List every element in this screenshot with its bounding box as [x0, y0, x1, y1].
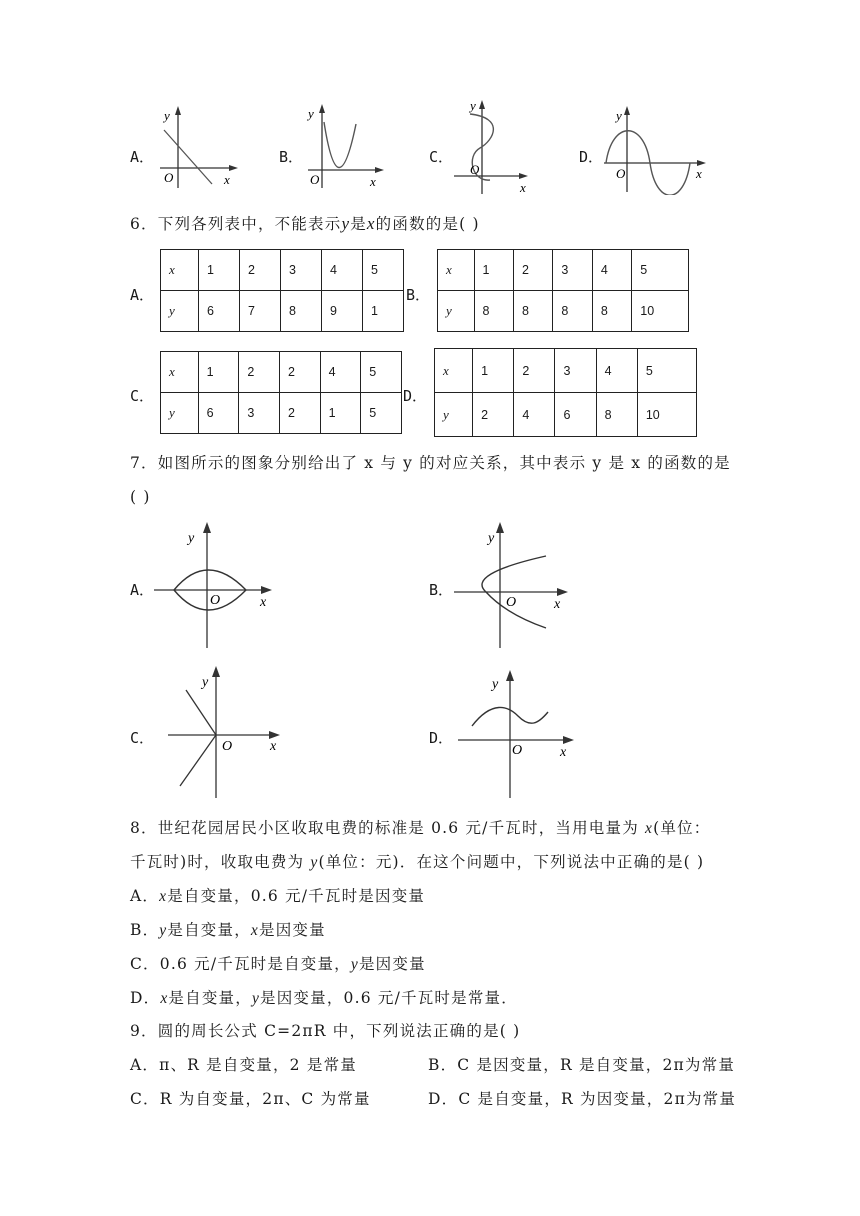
table-cell: 5: [361, 352, 402, 393]
table-row: [161, 250, 404, 291]
table-row: [435, 393, 697, 437]
table-cell: 5: [361, 393, 402, 434]
table-cell: 1: [362, 291, 403, 332]
y-axis-label: y: [202, 675, 209, 690]
origin-label: O: [512, 743, 523, 758]
origin-label: O: [616, 166, 626, 181]
table-row: [438, 291, 689, 332]
table-row: [161, 393, 402, 434]
table-row: [161, 291, 404, 332]
y-axis-label: y: [188, 531, 195, 546]
table-cell: 6: [198, 393, 239, 434]
table-row: [438, 250, 689, 291]
q5-graph-a: [150, 100, 250, 195]
x-axis-label: x: [554, 597, 561, 612]
q6-option-d-label[interactable]: D．: [403, 387, 428, 405]
table-cell: 10: [637, 393, 696, 437]
origin-label: O: [164, 170, 174, 185]
row-header-y: y: [161, 291, 199, 332]
q5-graph-b: [298, 100, 388, 195]
q9-option-a[interactable]: A．π、R 是自变量，2 是常量: [130, 1056, 357, 1074]
table-cell: 3: [239, 393, 280, 434]
q8-option-a[interactable]: A．x是自变量，0.6 元/千瓦时是因变量: [130, 887, 426, 905]
x-axis-label: x: [696, 166, 702, 181]
table-cell: 8: [474, 291, 513, 332]
q8-option-d[interactable]: D．x是自变量，y是因变量，0.6 元/千瓦时是常量．: [130, 989, 518, 1007]
row-header-y: y: [161, 393, 199, 434]
y-axis-label: y: [308, 106, 314, 121]
q7-stem-line1: 7．如图所示的图象分别给出了 x 与 y 的对应关系，其中表示 y 是 x 的函数的是: [130, 454, 731, 472]
q7-option-b-label[interactable]: B．: [429, 581, 454, 599]
q9-option-d[interactable]: D．C 是自变量，R 为因变量，2π为常量: [428, 1090, 737, 1108]
table-cell: 8: [592, 291, 631, 332]
q6-table-b: [437, 249, 689, 332]
q5-option-a-label[interactable]: A．: [130, 148, 155, 166]
x-axis-label: x: [224, 172, 230, 187]
q6-stem: 6．下列各列表中，不能表示y是x的函数的是( ): [130, 214, 480, 233]
origin-label: O: [506, 595, 517, 610]
q7-graph-b: [450, 518, 575, 650]
y-axis-label: y: [470, 98, 476, 113]
y-axis-label: y: [164, 108, 170, 123]
q6-table-d: [434, 348, 697, 437]
table-cell: 1: [198, 352, 239, 393]
table-cell: 7: [239, 291, 280, 332]
row-header-y: y: [438, 291, 475, 332]
q6-option-a-label[interactable]: A．: [130, 286, 155, 304]
table-cell: 1: [320, 393, 361, 434]
table-cell: 4: [592, 250, 631, 291]
table-cell: 4: [320, 352, 361, 393]
table-cell: 2: [239, 250, 280, 291]
q8-option-c[interactable]: C．0.6 元/千瓦时是自变量，y是因变量: [130, 955, 426, 973]
x-axis-label: x: [560, 745, 567, 760]
table-cell: 2: [279, 393, 320, 434]
table-cell: 4: [514, 393, 555, 437]
row-header-x: x: [438, 250, 475, 291]
table-cell: 5: [632, 250, 689, 291]
x-axis-label: x: [520, 180, 526, 195]
table-row: [161, 352, 402, 393]
table-cell: 2: [513, 250, 552, 291]
q7-stem-line2: ( ): [130, 488, 151, 506]
table-cell: 1: [198, 250, 239, 291]
table-cell: 3: [555, 349, 596, 393]
origin-label: O: [222, 739, 233, 754]
table-cell: 10: [632, 291, 689, 332]
q6-table-c: [160, 351, 402, 434]
q7-graph-c: [150, 662, 285, 800]
table-cell: 5: [362, 250, 403, 291]
q7-graph-a: [150, 518, 280, 650]
q8-option-b[interactable]: B．y是自变量，x是因变量: [130, 921, 326, 939]
row-header-x: x: [161, 250, 199, 291]
table-cell: 9: [321, 291, 362, 332]
q5-option-d-label[interactable]: D．: [579, 148, 604, 166]
y-axis-label: y: [488, 531, 495, 546]
table-cell: 6: [198, 291, 239, 332]
table-cell: 6: [555, 393, 596, 437]
table-cell: 4: [596, 349, 637, 393]
table-cell: 2: [514, 349, 555, 393]
q6-table-a: [160, 249, 404, 332]
origin-label: O: [310, 172, 320, 187]
table-cell: 3: [553, 250, 592, 291]
table-cell: 8: [596, 393, 637, 437]
q5-graph-c: [450, 96, 540, 198]
origin-label: O: [470, 162, 480, 177]
q9-option-c[interactable]: C．R 为自变量，2π、C 为常量: [130, 1090, 371, 1108]
table-cell: 3: [280, 250, 321, 291]
table-cell: 8: [280, 291, 321, 332]
table-cell: 1: [474, 250, 513, 291]
table-cell: 8: [553, 291, 592, 332]
x-axis-label: x: [260, 595, 267, 610]
q7-graph-d: [452, 666, 580, 800]
q7-option-c-label[interactable]: C．: [130, 729, 155, 747]
y-axis-label: y: [616, 108, 622, 123]
q5-option-b-label[interactable]: B．: [279, 148, 304, 166]
table-cell: 4: [321, 250, 362, 291]
table-cell: 2: [239, 352, 280, 393]
table-row: [435, 349, 697, 393]
q8-stem-line1: 8．世纪花园居民小区收取电费的标准是 0.6 元/千瓦时，当用电量为 x(单位：: [130, 819, 711, 837]
origin-label: O: [210, 593, 221, 608]
table-cell: 5: [637, 349, 696, 393]
q7-option-a-label[interactable]: A．: [130, 581, 155, 599]
q6-option-c-label[interactable]: C．: [130, 387, 155, 405]
table-cell: 1: [473, 349, 514, 393]
q9-option-b[interactable]: B．C 是因变量，R 是自变量，2π为常量: [428, 1056, 736, 1074]
q6-option-b-label[interactable]: B．: [406, 286, 431, 304]
q5-option-c-label[interactable]: C．: [429, 148, 454, 166]
table-cell: 8: [513, 291, 552, 332]
q5-graph-d: [600, 100, 712, 195]
q7-option-d-label[interactable]: D．: [429, 729, 454, 747]
row-header-x: x: [435, 349, 473, 393]
x-axis-label: x: [270, 739, 277, 754]
x-axis-label: x: [370, 174, 376, 189]
y-axis-label: y: [492, 677, 499, 692]
q9-stem: 9．圆的周长公式 C=2πR 中，下列说法正确的是( ): [130, 1022, 521, 1040]
row-header-x: x: [161, 352, 199, 393]
table-cell: 2: [279, 352, 320, 393]
row-header-y: y: [435, 393, 473, 437]
q8-stem-line2: 千瓦时)时，收取电费为 y(单位：元)．在这个问题中，下列说法中正确的是( ): [130, 853, 705, 871]
table-cell: 2: [473, 393, 514, 437]
